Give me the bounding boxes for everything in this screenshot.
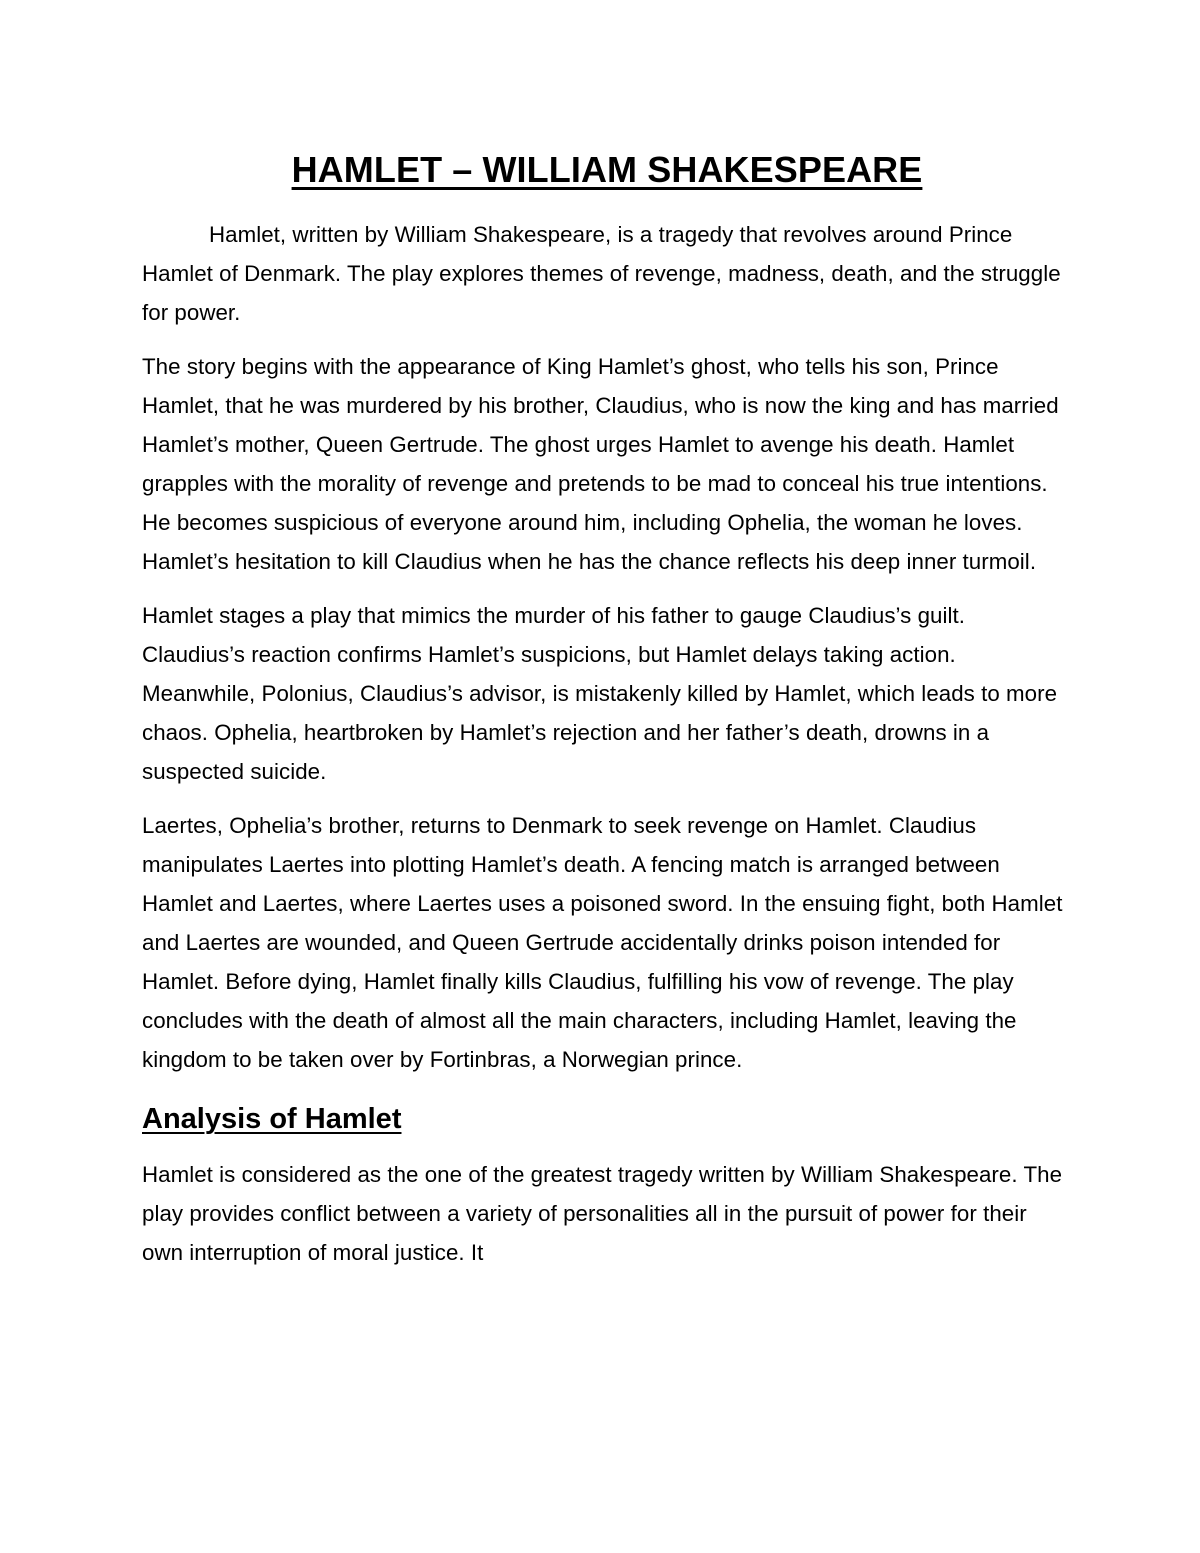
intro-paragraph: Hamlet, written by William Shakespeare, is a tragedy that revolves around Prince Hamlet of Denmark. The play explores themes of revenge, madness, death, and the struggle for power. — [142, 222, 1061, 325]
analysis-paragraph: Hamlet is considered as the one of the greatest tragedy written by William Shakespeare. The play provides conflict between a variety of personalities all in the pursuit of power for their own interruption of moral justice. It — [142, 1162, 1063, 1265]
body-paragraph-ghost: The story begins with the appearance of King Hamlet’s ghost, who tells his son, Prince Hamlet, that he was murdered by his brother, Claudius, who is now the king and has married Hamlet’s mother, Queen Gertrude. The ghost urges Hamlet to avenge his death. Hamlet grapples with the morality of revenge and pretends to be mad to conceal his true intentions. He becomes suspicious of everyone around him, including Ophelia, the woman he loves. Hamlet’s hesitation to kill Claudius when he has the chance reflects his deep inner turmoil. — [142, 354, 1059, 574]
section-heading: Analysis of Hamlet — [142, 1103, 402, 1135]
document-body — [142, 142, 1072, 1272]
document-title: HAMLET – WILLIAM SHAKESPEARE — [291, 149, 923, 190]
body-paragraph-ending: Laertes, Ophelia’s brother, returns to Denmark to seek revenge on Hamlet. Claudius manipulates Laertes into plotting Hamlet’s death. A fencing match is arranged between Hamlet and Laertes, where Laertes uses a poisoned sword. In the ensuing fight, both Hamlet and Laertes are wounded, and Queen Gertrude accidentally drinks poison intended for Hamlet. Before dying, Hamlet finally kills Claudius, fulfilling his vow of revenge. The play concludes with the death of almost all the main characters, including Hamlet, leaving the kingdom to be taken over by Fortinbras, a Norwegian prince. — [142, 813, 1063, 1072]
body-paragraph-play: Hamlet stages a play that mimics the murder of his father to gauge Claudius’s guilt. Claudius’s reaction confirms Hamlet’s suspicions, but Hamlet delays taking action. Meanwhile, Polonius, Claudius’s advisor, is mistakenly killed by Hamlet, which leads to more chaos. Ophelia, heartbroken by Hamlet’s rejection and her father’s death, drowns in a suspected suicide. — [142, 603, 1058, 784]
